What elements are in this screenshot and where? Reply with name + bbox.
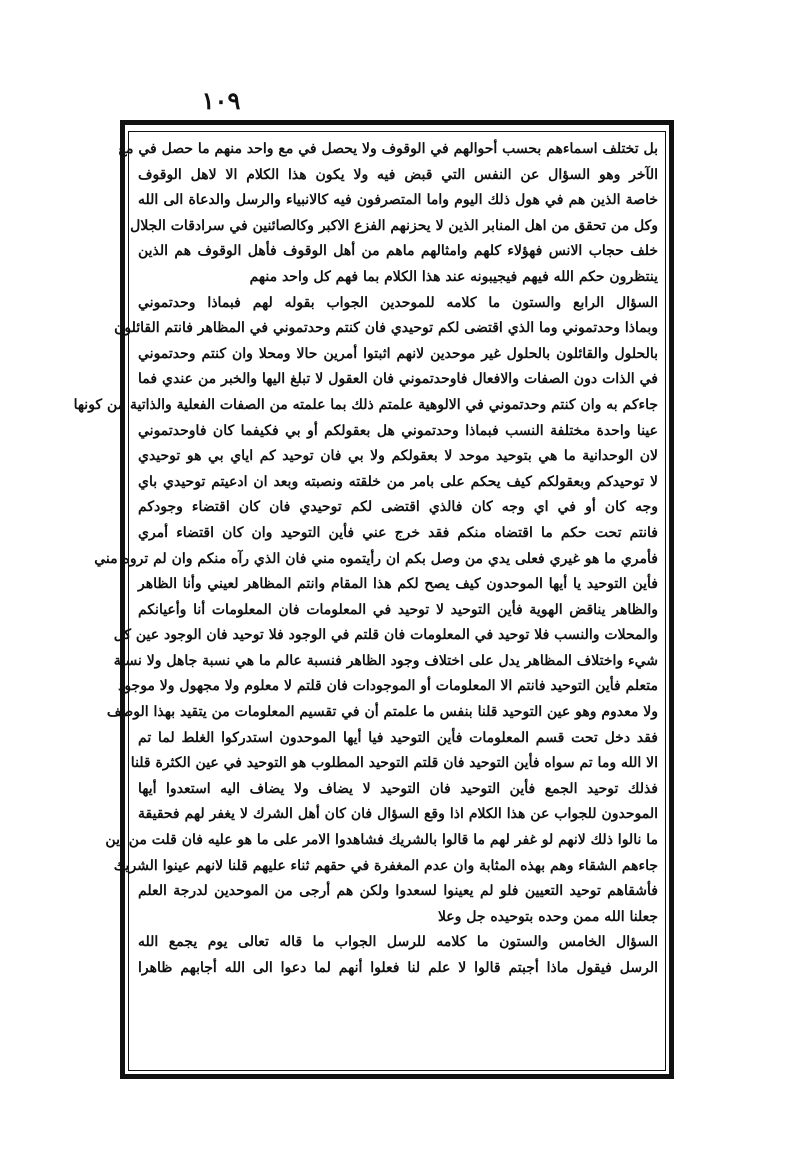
text-line: الرسل فيقول ماذا أجبتم قالوا لا علم لنا فعلوا أنهم لما دعوا الى الله أجابهم ظاهرا bbox=[138, 960, 658, 976]
text-line: السؤال الرابع والستون ما كلامه للموحدين الجواب بقوله لهم فبماذا وحدتموني bbox=[138, 294, 658, 311]
text-line: السؤال الخامس والستون ما كلامه للرسل الجواب ما قاله تعالى يوم يجمع الله bbox=[138, 934, 658, 951]
text-line: والمحلات والنسب فلا توحيد في المعلومات فان قلتم في الوجود فلا توحيد فان الوجود عين كل bbox=[113, 627, 658, 644]
text-line: وجه كان أو في اي وجه كان فالذي اقتضى لكم توحيدي فان كان اقتضاء وجودكم bbox=[138, 499, 658, 516]
text-line: لا توحيدكم وبعقولكم كيف يحكم على بامر من خلقته ونصبته وبعد ان ادعيتم توحيدي باي bbox=[138, 473, 658, 490]
text-line: لان الوحدانية ما هي بتوحيد موحد لا بعقولكم ولا بي فان توحيد كم اياي بي هو توحيدي bbox=[138, 448, 658, 465]
text-line: وكل من تحقق من اهل المنابر الذين لا يحزنهم الفزع الاكبر وكالصائنين في سرادقات الجلال bbox=[130, 217, 658, 234]
page-number: ١٠٩ bbox=[201, 86, 241, 115]
text-line: متعلم فأين التوحيد فانتم الا المعلومات أو الموجودات فان قلتم لا معلوم ولا مجهول ولا موجود bbox=[118, 678, 658, 695]
text-line: ولا معدوم وهو عين التوحيد قلنا بنفس ما علمتم أن في تقسيم المعلومات من يتقيد بهذا الوصف bbox=[106, 704, 658, 721]
text-line: فذلك توحيد الجمع فأين التوحيد فان التوحيد لا يضاف ولا يضاف اليه استعدوا أيها bbox=[138, 780, 658, 797]
text-line: فأمري ما هو غيري فعلى يدي من وصل بكم ان رأيتموه مني فان الذي رآه منكم وان لم تروه مني bbox=[94, 550, 658, 567]
text-line: خلف حجاب الانس فهؤلاء كلهم وامثالهم ماهم من أهل الوقوف فأهل الوقوف هم الذين bbox=[138, 243, 658, 260]
text-line: الآخر وهو السؤال عن النفس التي قبض فيه ولا يكون هذا الكلام الا لاهل الوقوف bbox=[138, 166, 658, 183]
text-line: ينتظرون حكم الله فيهم فيجيبونه عند هذا الكلام بما فهم كل واحد منهم bbox=[249, 268, 658, 285]
text-line: جعلنا الله ممن وحده بتوحيده جل وعلا bbox=[437, 908, 658, 925]
text-line: فأشقاهم توحيد التعيين فلو لم يعينوا لسعدوا ولكن هم أرجى من الموحدين لدرجة العلم bbox=[138, 883, 658, 900]
text-line: خاصة الذين هم في هول ذلك اليوم واما المتصرفون فيه كالانبياء والرسل والدعاة الى الله bbox=[138, 192, 658, 209]
text-line: جاءكم به وان كنتم وحدتموني في الالوهية علمتم ذلك بما علمته من الصفات الفعلية والذاتية من كونها bbox=[73, 396, 658, 413]
text-line: بل تختلف اسماءهم بحسب أحوالهم في الوقوف ولا يحصل في مع واحد منهم ما حصل في مع bbox=[118, 141, 658, 157]
text-line: والظاهر يناقض الهوية فأين التوحيد لا توحيد في المعلومات فان المعلومات أنا وأعيانكم bbox=[138, 601, 658, 618]
text-line: فأين التوحيد يا أيها الموحدون كيف يصح لكم هذا المقام وانتم المظاهر لعيني وأنا الظاهر bbox=[138, 576, 658, 593]
text-line: شيء واختلاف المظاهر يدل على اختلاف وجود الظاهر فنسبة عالم ما هي نسبة جاهل ولا نسبة bbox=[113, 652, 658, 669]
text-line: ما نالوا ذلك لانهم لو غفر لهم ما قالوا بالشريك فشاهدوا الامر على ما هو عليه فان قلت من أين bbox=[105, 832, 658, 849]
text-line: الا الله وما تم سواه فأين التوحيد فان قلتم التوحيد المطلوب هو التوحيد في عين الكثرة قلنا bbox=[130, 755, 658, 772]
text-line: الموحدون للجواب عن هذا الكلام اذا وقع السؤال فان كان أهل الشرك لا يغفر لهم فحقيقة bbox=[138, 806, 658, 823]
text-line: بالحلول والقائلون بالحلول غير موحدين لانهم اثبتوا أمرين حالا ومحلا وان كنتم وحدتموني bbox=[138, 345, 658, 362]
text-line: فانتم تحت حكم ما اقتضاه منكم فقد خرج عني فأين التوحيد وان كان اقتضاء أمري bbox=[138, 524, 658, 541]
text-line: وبماذا وحدتموني وما الذي اقتضى لكم توحيدي فان كنتم وحدتموني في المظاهر فانتم القائلون bbox=[114, 320, 658, 337]
text-line: عينا واحدة مختلفة النسب فبماذا وحدتموني هل بعقولكم أو بي فكيفما كان فاوحدتموني bbox=[138, 422, 658, 439]
text-line: فقد دخل تحت قسم المعلومات فأين التوحيد فيا أيها الموحدون استدركوا الغلط لما تم bbox=[138, 729, 658, 746]
text-line: جاءهم الشقاء وهم بهذه المثابة وان عدم المغفرة في حقهم ثناء عليهم قلنا لانهم عينوا الشريك bbox=[113, 857, 658, 874]
body-text bbox=[73, 137, 658, 1057]
text-line: في الذات دون الصفات والافعال فاوحدتموني فان العقول لا تبلغ اليها والخبر من عندي فما bbox=[138, 371, 658, 388]
